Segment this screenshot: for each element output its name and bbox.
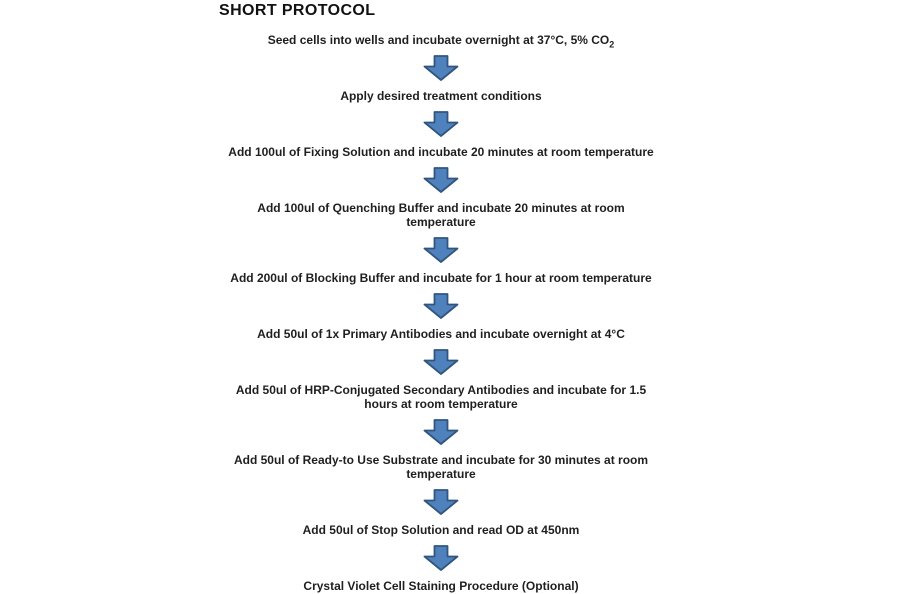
step-text: temperature [406,215,476,229]
protocol-step [234,453,648,481]
step-text: Add 200ul of Blocking Buffer and incubate for 1 hour at room temperature [230,271,652,285]
step-text: Add 50ul of 1x Primary Antibodies and incubate overnight at 4°C [257,327,625,341]
protocol-step [257,327,625,341]
protocol-step [236,383,646,411]
step-text: Add 100ul of Quenching Buffer and incubate 20 minutes at room [257,201,625,215]
protocol-step [340,89,541,103]
step-text: Apply desired treatment conditions [340,89,542,103]
protocol-step [303,579,578,593]
step-text: Add 50ul of HRP-Conjugated Secondary Antibodies and incubate for 1.5 [235,383,647,397]
down-arrow-icon [423,55,459,81]
down-arrow-icon [423,293,459,319]
protocol-step [303,523,580,537]
down-arrow-icon [423,349,459,375]
step-text: Add 50ul of Ready-to Use Substrate and incubate for 30 minutes at room [233,453,649,467]
step-text: Add 50ul of Stop Solution and read OD at 450nm [302,523,580,537]
step-text: Seed cells into wells and incubate overnight at 37°C, 5% $CO_2$ [267,33,615,50]
down-arrow-icon [423,167,459,193]
page-title: SHORT PROTOCOL [219,2,376,19]
flow-column [111,33,771,593]
protocol-step [230,271,651,285]
subscript: 2 [609,39,615,50]
protocol-step [228,145,653,159]
protocol-step [267,33,615,50]
down-arrow-icon [423,419,459,445]
step-text: temperature [406,467,476,481]
down-arrow-icon [423,489,459,515]
down-arrow-icon [423,111,459,137]
step-text: Crystal Violet Cell Staining Procedure (Optional) [303,579,579,593]
protocol-step [257,201,624,229]
step-text: Add 100ul of Fixing Solution and incubate 20 minutes at room temperature [228,145,654,159]
down-arrow-icon [423,545,459,571]
down-arrow-icon [423,237,459,263]
step-text: hours at room temperature [364,397,518,411]
